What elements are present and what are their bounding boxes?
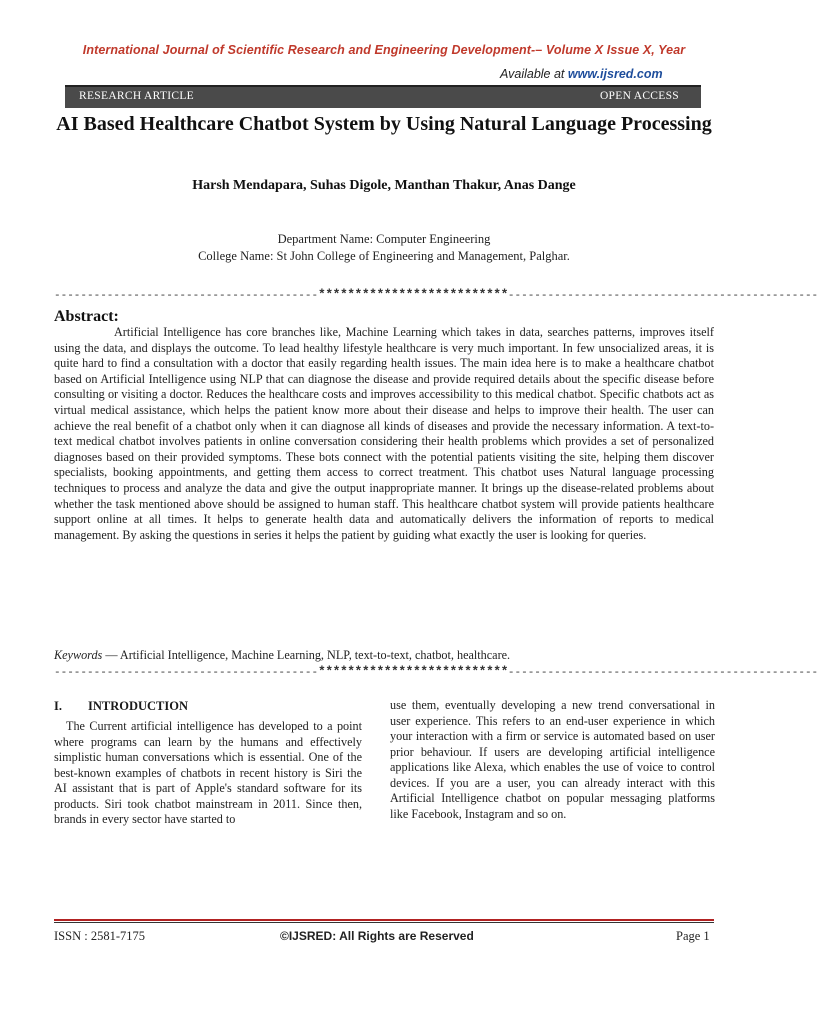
footer-issn: ISSN : 2581-7175 [54, 929, 145, 943]
separator-dashes: ---------------------------------------- [54, 290, 319, 302]
affiliation-block [0, 231, 768, 265]
available-label: Available at [500, 67, 568, 81]
separator-dashes: ---------------------------------------- [54, 667, 319, 679]
footer-copyright: ©IJSRED: All Rights are Reserved [280, 929, 474, 943]
footer-rule [54, 919, 714, 921]
footer-page-number: Page 1 [676, 929, 710, 943]
college-name: College Name: St John College of Engineering and Management, Palghar. [198, 249, 570, 263]
research-article-label: RESEARCH ARTICLE [79, 90, 194, 102]
journal-header: International Journal of Scientific Research and Engineering Development-– Volume X Issue X, Year [82, 43, 686, 57]
separator-dashes: ----------------------------------------------- [507, 290, 818, 302]
paper-title: AI Based Healthcare Chatbot System by Using Natural Language Processing [56, 113, 712, 135]
separator-dashes: ----------------------------------------------- [507, 667, 818, 679]
separator-stars: ************************** [318, 287, 508, 302]
article-type-bar [65, 85, 701, 108]
abstract-heading: Abstract: [54, 308, 119, 325]
section-title: INTRODUCTION [88, 699, 189, 713]
intro-column-right: use them, eventually developing a new trend conversational in user experience. This refers to an end-user experience in which your interaction with a firm or service is automated based on user prior behaviour. If users are developing artificial intelligence applications like Alexa, which enables the use of voice to control devices. If you are a user, you can already interact with this Artificial Intelligence chatbot on popular messaging platforms like Facebook, Instagram and so on. [390, 698, 715, 821]
department-name: Department Name: Computer Engineering [277, 232, 491, 246]
section-heading-introduction [54, 699, 188, 714]
open-access-label: OPEN ACCESS [599, 90, 679, 102]
paper-authors: Harsh Mendapara, Suhas Digole, Manthan Thakur, Anas Dange [192, 178, 576, 193]
separator-stars: ************************** [318, 664, 508, 679]
section-number: I. [54, 699, 62, 713]
keywords-text: — Artificial Intelligence, Machine Learning, NLP, text-to-text, chatbot, healthcare. [102, 648, 511, 662]
availability-line [500, 67, 663, 81]
keywords-line [54, 648, 714, 663]
intro-column-left: The Current artificial intelligence has developed to a point where programs can learn by the humans and effectively simplistic human conversations which is essential. One of the best-known examples of chatbots in recent history is Siri the AI assistant that is part of Apple's standard software for its products. Siri took chatbot mainstream in 2011. Since then, brands in every sector have started to [54, 719, 362, 826]
footer-rule-thin [54, 922, 714, 923]
keywords-label: Keywords [54, 648, 103, 662]
abstract-text: Artificial Intelligence has core branches like, Machine Learning which takes in data, searches patterns, improves itself using the data, and displays the outcome. To lead healthy lifestyle healthcare is very much important. In few unsocialized areas, it is quite hard to find a consultation with a doctor that easily regarding health issues. The main idea here is to make a healthcare chatbot based on Artificial Intelligence using NLP that can diagnose the disease and provide required details about the specific disease before consulting or visiting a doctor. Reduces the healthcare costs and improves accessibility to this medical chatbot. Specific chatbots act as virtual medical assistance, which helps the patient know more about their disease and helps to improve their health. The user can achieve the real benefit of a chatbot only when it can diagnose all kinds of diseases and provide the necessary information. A text-to-text medical chatbot involves patients in online conversation considering their health problems which provides a set of personalized diagnoses based on their provided symptoms. These bots connect with the potential patients visiting the site, helping them discover specialists, booking appointments, and getting them access to correct treatment. This chatbot uses Natural language processing techniques to process and analyze the data and give the output inappropriate manner. It brings up the disease-related problems about whether the task mentioned above should be assigned to human staff. This healthcare chatbot system will provide patients healthcare support online at all times. It helps to generate health data and automatically delivers the information of reports to medical management. By asking the questions in series it helps the patient by guiding what exactly the user is looking for queries. [54, 325, 714, 542]
separator-bottom [54, 664, 818, 679]
journal-url-link[interactable]: www.ijsred.com [567, 67, 663, 81]
separator-top [54, 287, 818, 302]
